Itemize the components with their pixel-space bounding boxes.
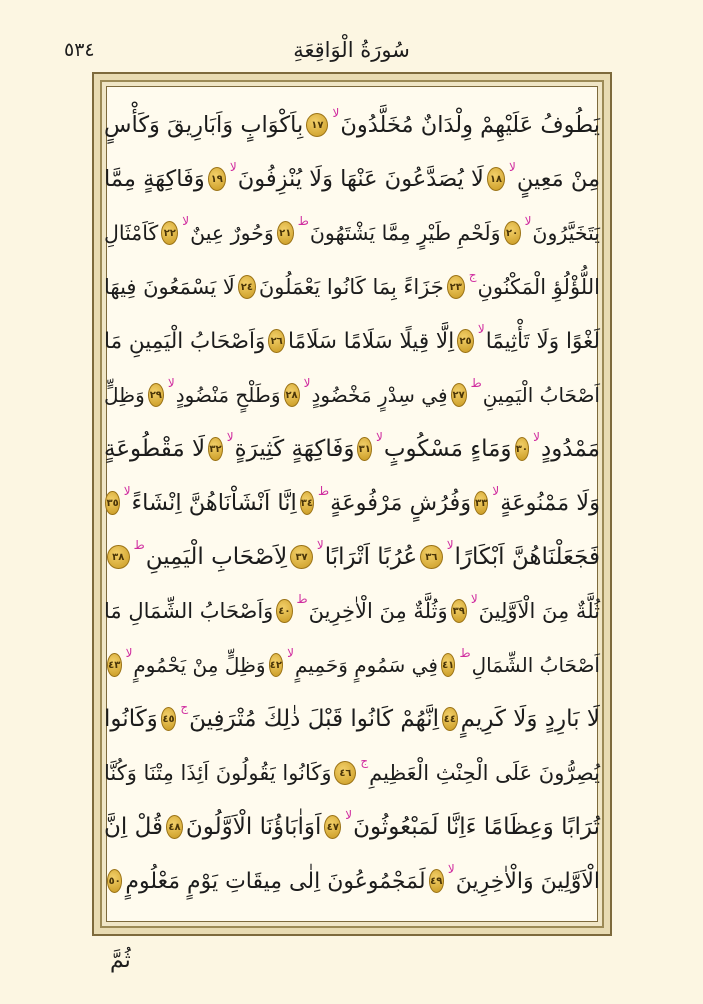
verse-text: اَصْحَابُ الشِّمَالِ xyxy=(471,653,600,677)
ayah-number-marker: ٣٨ xyxy=(107,545,130,569)
ayah-number-marker: ٣٤ xyxy=(300,491,314,515)
verse-text: اِنَّهُمْ كَانُوا قَبْلَ ذٰلِكَ مُتْرَفِينَ xyxy=(189,706,440,732)
text-line xyxy=(104,800,600,854)
text-line xyxy=(104,530,600,584)
ayah-number-marker: ٢٨ xyxy=(284,383,300,407)
verse-text: وَفَاكِهَةٍ مِمَّا xyxy=(104,166,205,192)
surah-title: سُورَةُ الْوَاقِعَةِ xyxy=(293,38,410,62)
ayah-number-marker: ٤١ xyxy=(441,653,456,677)
waqf-stop-mark: لا xyxy=(492,484,500,498)
waqf-stop-mark: لا xyxy=(287,646,294,660)
verse-text: وَاَصْحَابُ الشِّمَالِ مَا xyxy=(104,599,274,623)
waqf-stop-mark: لا xyxy=(303,376,311,390)
verse-text: لَا بَارِدٍ وَلَا كَرِيمٍ xyxy=(460,706,600,732)
verse-text: فِي سَمُومٍ وَحَمِيمٍ xyxy=(294,653,438,677)
waqf-stop-mark: لا xyxy=(332,106,340,120)
text-line xyxy=(104,98,600,152)
verse-text: يَطُوفُ عَلَيْهِمْ وِلْدَانٌ مُخَلَّدُونَ xyxy=(340,112,600,138)
verse-text: لَغْوًا وَلَا تَأْثِيمًا xyxy=(485,328,600,354)
waqf-stop-mark: لا xyxy=(167,376,175,390)
waqf-stop-mark: لا xyxy=(509,160,516,174)
text-line xyxy=(104,314,600,368)
verse-text: وَثُلَّةٌ مِنَ الْاٰخِرِينَ xyxy=(308,599,448,623)
verse-text: وَفُرُشٍ مَرْفُوعَةٍ xyxy=(330,490,472,516)
text-line xyxy=(104,692,600,746)
text-line xyxy=(104,368,600,422)
verse-text: لَمَجْمُوعُونَ اِلٰى مِيقَاتِ يَوْمٍ مَعْلُومٍ xyxy=(125,868,426,894)
verse-text: لَا يَسْمَعُونَ فِيهَا xyxy=(104,275,235,299)
verse-text: وَمَاءٍ مَسْكُوبٍ xyxy=(383,436,512,462)
text-line xyxy=(104,746,600,800)
verse-text: وَطَلْحٍ مَنْضُودٍ xyxy=(175,383,281,407)
ayah-number-marker: ٤٤ xyxy=(442,707,458,731)
waqf-stop-mark: لا xyxy=(470,592,478,606)
ayah-number-marker: ٤٧ xyxy=(324,815,341,839)
text-line xyxy=(104,152,600,206)
waqf-stop-mark: ج xyxy=(468,268,477,282)
ayah-number-marker: ٣٣ xyxy=(474,491,488,515)
verse-text: اِنَّا اَنْشَاْنَاهُنَّ اِنْشَاءً xyxy=(131,490,297,516)
page-header xyxy=(0,0,703,70)
verse-text: اَوَاٰبَاؤُنَا الْاَوَّلُونَ xyxy=(185,814,322,840)
ayah-number-marker: ٣٩ xyxy=(451,599,467,623)
ayah-number-marker: ٢٣ xyxy=(447,275,465,299)
ayah-number-marker: ٣١ xyxy=(357,437,372,461)
catchword: ثُمَّ xyxy=(110,948,131,973)
verse-text: مِنْ مَعِينٍ xyxy=(516,166,600,192)
verse-text: وَحُورٌ عِينٌ xyxy=(190,221,274,245)
text-line xyxy=(104,638,600,692)
verse-text: وَكَانُوا يَقُولُونَ اَئِذَا مِتْنَا وَكُنَّا xyxy=(104,761,332,785)
ayah-number-marker: ٣٦ xyxy=(420,545,443,569)
ayah-number-marker: ٢٢ xyxy=(161,221,178,245)
verse-text: وَكَانُوا xyxy=(104,706,158,732)
page-number: ٥٣٤ xyxy=(64,39,95,61)
verse-text: وَلَا مَمْنُوعَةٍ xyxy=(500,490,600,516)
waqf-stop-mark: لا xyxy=(125,646,133,660)
text-line xyxy=(104,584,600,638)
ayah-number-marker: ٢٦ xyxy=(268,329,285,353)
waqf-stop-mark: لا xyxy=(477,322,485,336)
quran-text-body xyxy=(104,98,600,910)
verse-text: فَجَعَلْنَاهُنَّ اَبْكَارًا xyxy=(454,544,600,570)
verse-text: تُرَابًا وَعِظَامًا ءَاِنَّا لَمَبْعُوثُونَ xyxy=(353,814,600,840)
ayah-number-marker: ١٨ xyxy=(487,167,505,191)
waqf-stop-mark: ط xyxy=(133,538,145,552)
verse-text: لَا مَقْطُوعَةٍ xyxy=(103,436,206,462)
ayah-number-marker: ١٧ xyxy=(306,113,328,137)
verse-text: وَلَحْمِ طَيْرٍ مِمَّا يَشْتَهُونَ xyxy=(309,221,501,245)
text-line xyxy=(104,854,600,908)
waqf-stop-mark: لا xyxy=(524,214,532,228)
waqf-stop-mark: ج xyxy=(180,700,189,714)
ayah-number-marker: ٢٤ xyxy=(238,275,256,299)
text-line xyxy=(104,422,600,476)
waqf-stop-mark: ط xyxy=(470,376,482,390)
ayah-number-marker: ٣٢ xyxy=(208,437,223,461)
verse-text: لِاَصْحَابِ الْيَمِينِ xyxy=(145,544,288,570)
verse-text: وَظِلٍّ xyxy=(104,383,145,407)
ayah-number-marker: ٤٥ xyxy=(161,707,177,731)
waqf-stop-mark: ط xyxy=(297,214,309,228)
verse-text: عُرُبًا اَتْرَابًا xyxy=(324,544,418,570)
verse-text: وَاَصْحَابُ الْيَمِينِ مَا xyxy=(104,328,266,354)
ayah-number-marker: ٣٥ xyxy=(105,491,119,515)
ayah-number-marker: ١٩ xyxy=(208,167,226,191)
waqf-stop-mark: لا xyxy=(446,538,454,552)
waqf-stop-mark: لا xyxy=(229,160,237,174)
ayah-number-marker: ٢٧ xyxy=(451,383,467,407)
verse-text: جَزَاءً بِمَا كَانُوا يَعْمَلُونَ xyxy=(258,275,444,299)
verse-text: يُصِرُّونَ عَلَى الْحِنْثِ الْعَظِيمِ xyxy=(369,761,600,785)
ayah-number-marker: ٣٧ xyxy=(290,545,313,569)
waqf-stop-mark: لا xyxy=(182,214,190,228)
verse-text: وَظِلٍّ مِنْ يَحْمُومٍ xyxy=(133,653,266,677)
waqf-stop-mark: لا xyxy=(447,862,455,876)
ayah-number-marker: ٢٥ xyxy=(457,329,474,353)
ayah-number-marker: ٤٠ xyxy=(276,599,292,623)
verse-text: فِي سِدْرٍ مَخْضُودٍ xyxy=(311,383,448,407)
ayah-number-marker: ٢٠ xyxy=(504,221,521,245)
ayah-number-marker: ٤٣ xyxy=(107,653,122,677)
text-line xyxy=(104,476,600,530)
verse-text: الْاَوَّلِينَ وَالْاٰخِرِينَ xyxy=(455,868,600,894)
waqf-stop-mark: ط xyxy=(459,646,471,660)
waqf-stop-mark: لا xyxy=(316,538,324,552)
verse-text: ثُلَّةٌ مِنَ الْاَوَّلِينَ xyxy=(478,599,600,623)
verse-text: اللُّؤْلُؤِ الْمَكْنُونِ xyxy=(477,275,600,299)
waqf-stop-mark: لا xyxy=(123,484,131,498)
verse-text: يَتَخَيَّرُونَ xyxy=(532,221,600,245)
text-line xyxy=(104,206,600,260)
waqf-stop-mark: لا xyxy=(226,430,234,444)
waqf-stop-mark: ط xyxy=(296,592,308,606)
verse-text: اِلَّا قِيلًا سَلَامًا سَلَامًا xyxy=(288,328,455,354)
waqf-stop-mark: ج xyxy=(360,754,369,768)
waqf-stop-mark: ط xyxy=(318,484,330,498)
text-line xyxy=(104,260,600,314)
waqf-stop-mark: لا xyxy=(345,808,353,822)
verse-text: بِاَكْوَابٍ وَاَبَارِيقَ وَكَأْسٍ xyxy=(104,112,304,138)
ayah-number-marker: ٣٠ xyxy=(515,437,530,461)
verse-text: اَصْحَابُ الْيَمِينِ xyxy=(482,383,600,407)
ayah-number-marker: ٤٩ xyxy=(429,869,444,893)
verse-text: لَا يُصَدَّعُونَ عَنْهَا وَلَا يُنْزِفُونَ xyxy=(237,166,484,192)
ayah-number-marker: ٢١ xyxy=(277,221,294,245)
ayah-number-marker: ٢٩ xyxy=(148,383,164,407)
ayah-number-marker: ٤٨ xyxy=(166,815,183,839)
waqf-stop-mark: لا xyxy=(376,430,383,444)
ayah-number-marker: ٥٠ xyxy=(107,869,122,893)
waqf-stop-mark: لا xyxy=(533,430,540,444)
verse-text: كَاَمْثَالِ xyxy=(103,221,159,245)
verse-text: مَمْدُودٍ xyxy=(540,436,600,462)
ayah-number-marker: ٤٢ xyxy=(269,653,284,677)
verse-text: قُلْ اِنَّ xyxy=(104,814,164,840)
verse-text: وَفَاكِهَةٍ كَثِيرَةٍ xyxy=(234,436,355,462)
ayah-number-marker: ٤٦ xyxy=(334,761,356,785)
